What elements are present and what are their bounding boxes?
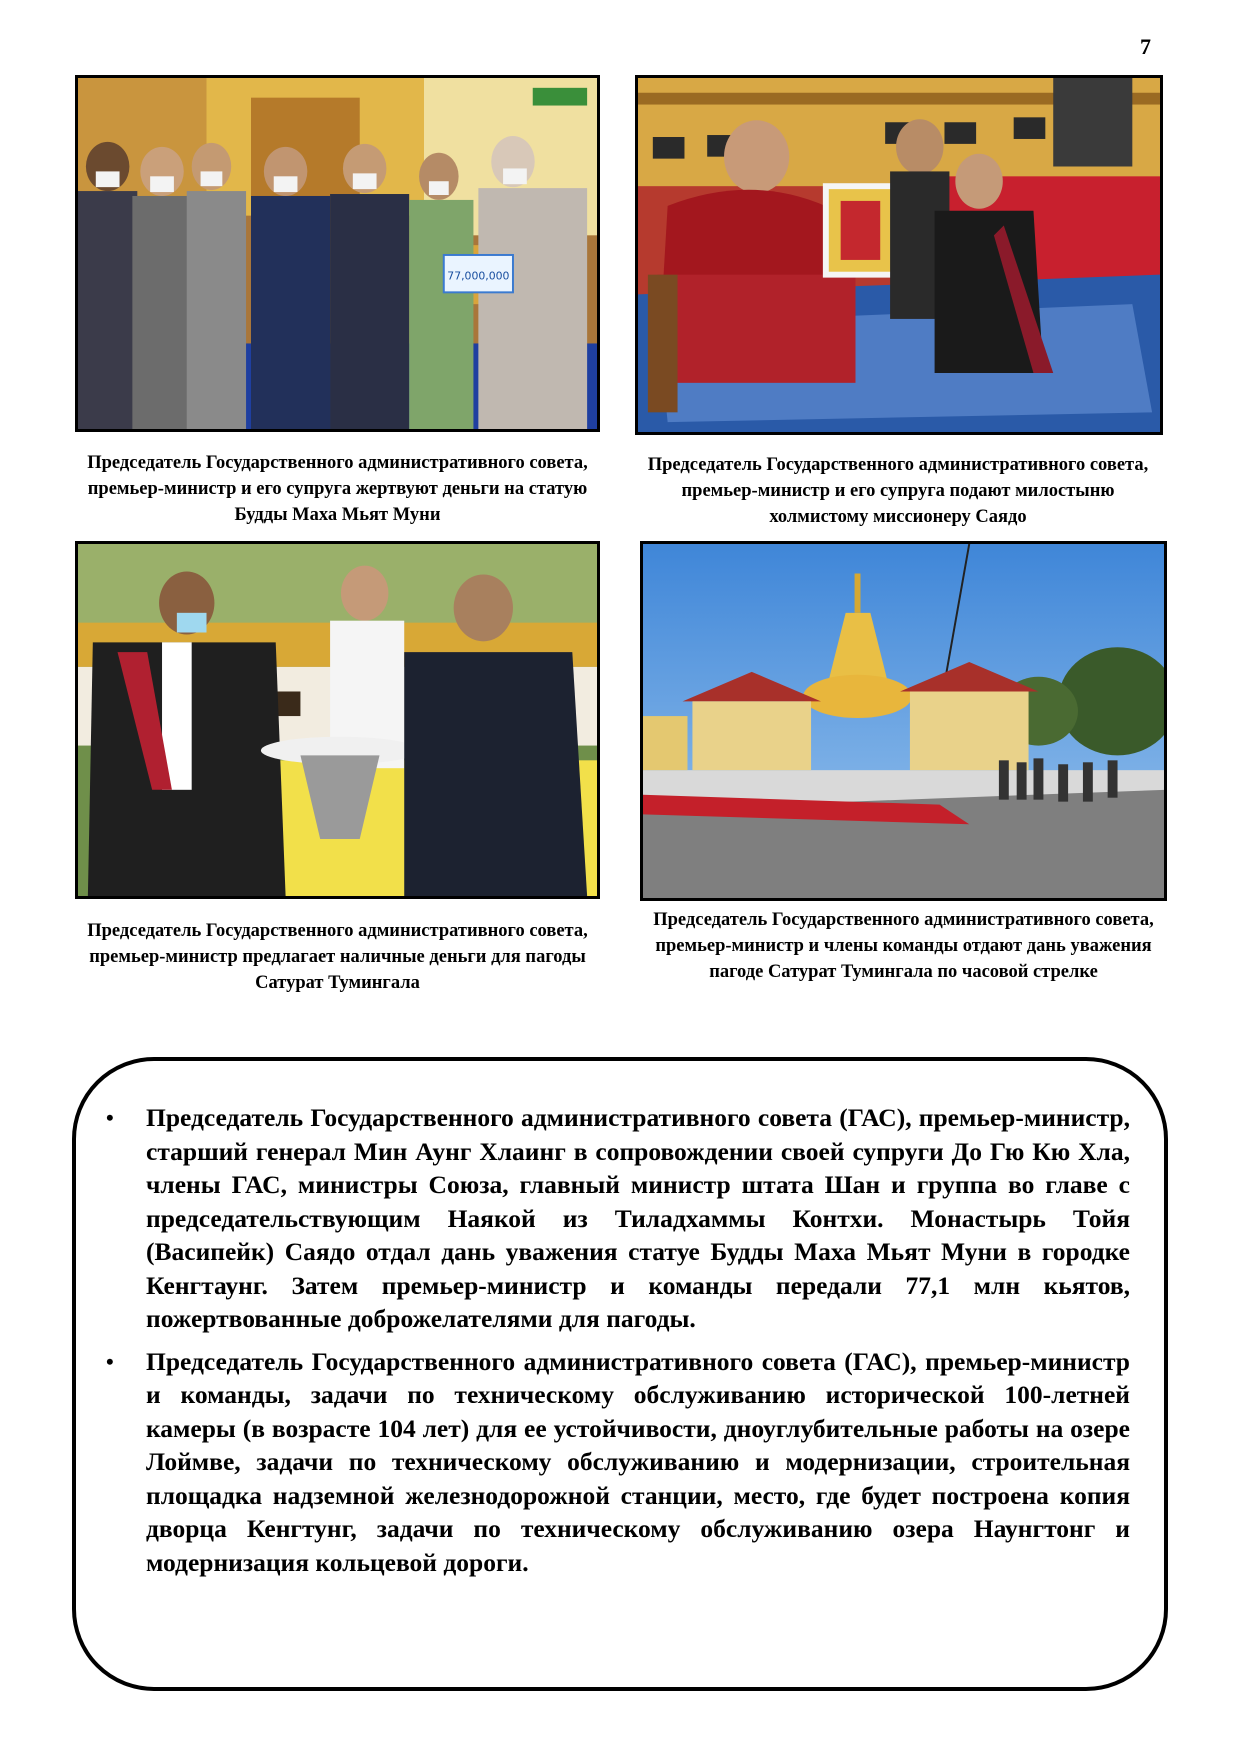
summary-list — [76, 1101, 1164, 1588]
photo-caption: Председатель Государственного административного совета, премьер-министр предлагает наличные деньги для пагоды Сатурат Тумингала — [87, 921, 588, 993]
photo-caption: Председатель Государственного административного совета, премьер-министр и члены команды отдают дань уважения пагоде Сатурат Тумингала по часовой стрелке — [653, 910, 1154, 982]
photo-alms-sayadaw — [635, 75, 1163, 435]
summary-box — [72, 1057, 1168, 1691]
photo-donation-statue — [75, 75, 600, 432]
photo-pagoda-circumambulation — [640, 541, 1167, 901]
photo-cash-offering — [75, 541, 600, 899]
donation-sign-text: 77,000,000 — [447, 269, 510, 283]
page-number: 7 — [1140, 34, 1151, 59]
list-item: • Председатель Государственного административного совета (ГАС), премьер-министр, старший генерал Мин Аунг Хлаинг в сопровождении своей супруги До Гю Кю Хла, члены ГАС, министры Союза, главный министр штата Шан и группа во главе с председательствующим Наякой из Тиладхаммы Контхи. Монастырь Тойя (Васипейк) Саядо отдал дань уважения статуе Будды Маха Мьят Муни в городке Кенгтаунг. Затем премьер-министр и команды передали 77,1 млн кьятов, пожертвованные доброжелателями для пагоды. — [106, 1103, 1130, 1333]
bullet-icon: • — [106, 1348, 114, 1374]
bullet-icon: • — [106, 1105, 114, 1130]
photo-caption: Председатель Государственного административного совета, премьер-министр и его супруга жертвуют деньги на статую Будды Маха Мьят Муни — [87, 453, 588, 525]
list-item: • Председатель Государственного административного совета (ГАС), премьер-министр и команды, задачи по техническому обслуживанию исторической 100-летней камеры (в возрасте 104 лет) для ее устойчивости, дноуглубительные работы на озере Лоймве, задачи по техническому обслуживанию и модернизации, строительная площадка надземной железнодорожной станции, место, где будет построена копия дворца Кенгтунг, задачи по техническому обслуживанию озера Наунгтонг и модернизация кольцевой дороги. — [106, 1346, 1130, 1577]
photo-caption: Председатель Государственного административного совета, премьер-министр и его супруга подают милостыню холмистому миссионеру Саядо — [647, 455, 1149, 527]
